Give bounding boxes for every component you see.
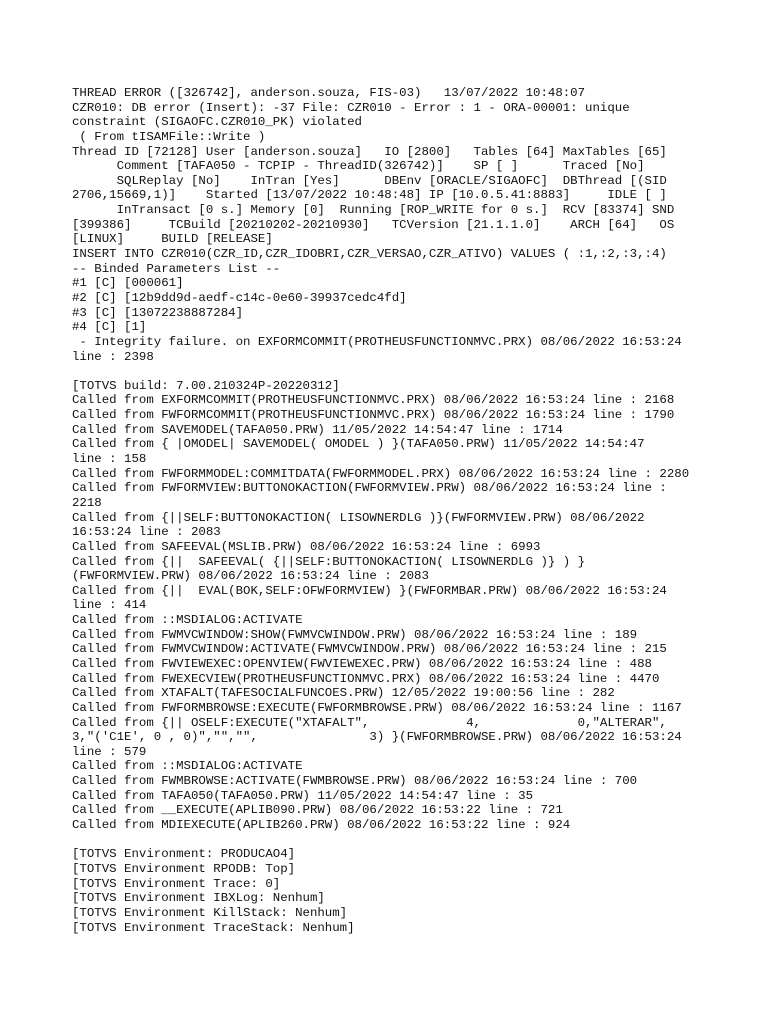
environment-line: [TOTVS Environment IBXLog: Nenhum] — [72, 891, 325, 906]
environment-line: [TOTVS Environment TraceStack: Nenhum] — [72, 920, 355, 935]
call-stack-line: line : 414 — [72, 598, 147, 613]
thread-error-line: line : 2398 — [72, 349, 154, 364]
call-stack-line: Called from FWFORMVIEW:BUTTONOKACTION(FWFORMVIEW.PRW) 08/06/2022 16:53:24 line : — [72, 481, 667, 496]
thread-error-line: CZR010: DB error (Insert): -37 File: CZR010 - Error : 1 - ORA-00001: unique — [72, 100, 630, 115]
thread-error-line: Thread ID [72128] User [anderson.souza] IO [2800] Tables [64] MaxTables [65] — [72, 144, 667, 159]
thread-error-line: #4 [C] [1] — [72, 320, 147, 335]
call-stack-line: Called from FWEXECVIEW(PROTHEUSFUNCTIONMVC.PRX) 08/06/2022 16:53:24 line : 4470 — [72, 671, 660, 686]
call-stack-line: Called from FWMVCWINDOW:ACTIVATE(FWMVCWINDOW.PRW) 08/06/2022 16:53:24 line : 215 — [72, 642, 667, 657]
call-stack-line: 3,"('C1E', 0 , 0)","","", 3) }(FWFORMBROWSE.PRW) 08/06/2022 16:53:24 — [72, 730, 682, 745]
thread-error-line: #3 [C] [13072238887284] — [72, 305, 244, 320]
thread-error-line: - Integrity failure. on EXFORMCOMMIT(PROTHEUSFUNCTIONMVC.PRX) 08/06/2022 16:53:24 — [72, 334, 682, 349]
thread-error-line: constraint (SIGAOFC.CZR010_PK) violated — [72, 115, 362, 130]
call-stack-line: 16:53:24 line : 2083 — [72, 525, 221, 540]
thread-error-line: #1 [C] [000061] — [72, 276, 184, 291]
environment-section — [72, 847, 722, 935]
call-stack-line: Called from ::MSDIALOG:ACTIVATE — [72, 613, 303, 628]
thread-error-line: 2706,15669,1)] Started [13/07/2022 10:48:48] IP [10.0.5.41:8883] IDLE [ ] — [72, 188, 667, 203]
thread-error-line: InTransact [0 s.] Memory [0] Running [ROP_WRITE for 0 s.] RCV [83374] SND — [72, 203, 675, 218]
call-stack-line: Called from __EXECUTE(APLIB090.PRW) 08/06/2022 16:53:22 line : 721 — [72, 803, 563, 818]
call-stack-line: (FWFORMVIEW.PRW) 08/06/2022 16:53:24 line : 2083 — [72, 569, 429, 584]
call-stack-line: Called from EXFORMCOMMIT(PROTHEUSFUNCTIONMVC.PRX) 08/06/2022 16:53:24 line : 2168 — [72, 393, 675, 408]
call-stack-line: Called from {|| SAFEEVAL( {||SELF:BUTTONOKACTION( LISOWNERDLG )} ) } — [72, 554, 586, 569]
call-stack-line: Called from SAVEMODEL(TAFA050.PRW) 11/05/2022 14:54:47 line : 1714 — [72, 422, 563, 437]
call-stack-line: Called from XTAFALT(TAFESOCIALFUNCOES.PRW) 12/05/2022 19:00:56 line : 282 — [72, 686, 615, 701]
environment-line: [TOTVS Environment Trace: 0] — [72, 876, 281, 891]
environment-line: [TOTVS Environment: PRODUCAO4] — [72, 847, 296, 862]
call-stack-line: Called from SAFEEVAL(MSLIB.PRW) 08/06/2022 16:53:24 line : 6993 — [72, 539, 541, 554]
environment-line: [TOTVS Environment KillStack: Nenhum] — [72, 905, 348, 920]
call-stack-line: Called from FWVIEWEXEC:OPENVIEW(FWVIEWEXEC.PRW) 08/06/2022 16:53:24 line : 488 — [72, 656, 652, 671]
thread-error-line: SQLReplay [No] InTran [Yes] DBEnv [ORACLE/SIGAOFC] DBThread [(SID — [72, 173, 667, 188]
thread-error-line: THREAD ERROR ([326742], anderson.souza, FIS-03) 13/07/2022 10:48:07 — [72, 86, 586, 100]
call-stack-line: Called from {||SELF:BUTTONOKACTION( LISOWNERDLG )}(FWFORMVIEW.PRW) 08/06/2022 — [72, 510, 645, 525]
thread-error-line: Comment [TAFA050 - TCPIP - ThreadID(326742)] SP [ ] Traced [No] — [72, 159, 645, 174]
environment-line: [TOTVS Environment RPODB: Top] — [72, 861, 296, 876]
thread-error-section — [72, 86, 722, 364]
call-stack-line: Called from FWFORMBROWSE:EXECUTE(FWFORMBROWSE.PRW) 08/06/2022 16:53:24 line : 1167 — [72, 700, 682, 715]
call-stack-section — [72, 379, 722, 833]
thread-error-line: INSERT INTO CZR010(CZR_ID,CZR_IDOBRI,CZR_VERSAO,CZR_ATIVO) VALUES ( :1,:2,:3,:4) — [72, 247, 667, 262]
blank-line — [72, 364, 722, 379]
call-stack-line: Called from ::MSDIALOG:ACTIVATE — [72, 759, 303, 774]
thread-error-line: #2 [C] [12b9dd9d-aedf-c14c-0e60-39937cedc4fd] — [72, 290, 407, 305]
call-stack-line: Called from { |OMODEL| SAVEMODEL( OMODEL ) }(TAFA050.PRW) 11/05/2022 14:54:47 — [72, 437, 645, 452]
call-stack-line: Called from MDIEXECUTE(APLIB260.PRW) 08/06/2022 16:53:22 line : 924 — [72, 818, 571, 833]
call-stack-line: Called from FWMBROWSE:ACTIVATE(FWMBROWSE.PRW) 08/06/2022 16:53:24 line : 700 — [72, 774, 638, 789]
call-stack-line: Called from FWFORMCOMMIT(PROTHEUSFUNCTIONMVC.PRX) 08/06/2022 16:53:24 line : 1790 — [72, 408, 675, 423]
thread-error-line: ( From tISAMFile::Write ) — [72, 129, 266, 144]
thread-error-line: -- Binded Parameters List -- — [72, 261, 281, 276]
call-stack-line: [TOTVS build: 7.00.210324P-20220312] — [72, 378, 340, 393]
call-stack-line: Called from FWFORMMODEL:COMMITDATA(FWFORMMODEL.PRX) 08/06/2022 16:53:24 line : 2280 — [72, 466, 690, 481]
thread-error-line: [LINUX] BUILD [RELEASE] — [72, 232, 273, 247]
call-stack-line: line : 158 — [72, 452, 147, 467]
blank-line — [72, 833, 722, 848]
call-stack-line: Called from TAFA050(TAFA050.PRW) 11/05/2022 14:54:47 line : 35 — [72, 788, 534, 803]
thread-error-line: [399386] TCBuild [20210202-20210930] TCVersion [21.1.1.0] ARCH [64] OS — [72, 217, 675, 232]
call-stack-line: Called from {|| EVAL(BOK,SELF:OFWFORMVIEW) }(FWFORMBAR.PRW) 08/06/2022 16:53:24 — [72, 583, 667, 598]
call-stack-line: line : 579 — [72, 744, 147, 759]
call-stack-line: Called from {|| OSELF:EXECUTE("XTAFALT", 4, 0,"ALTERAR", — [72, 715, 667, 730]
call-stack-line: Called from FWMVCWINDOW:SHOW(FWMVCWINDOW.PRW) 08/06/2022 16:53:24 line : 189 — [72, 627, 638, 642]
call-stack-line: 2218 — [72, 495, 102, 510]
log-document — [72, 86, 722, 935]
